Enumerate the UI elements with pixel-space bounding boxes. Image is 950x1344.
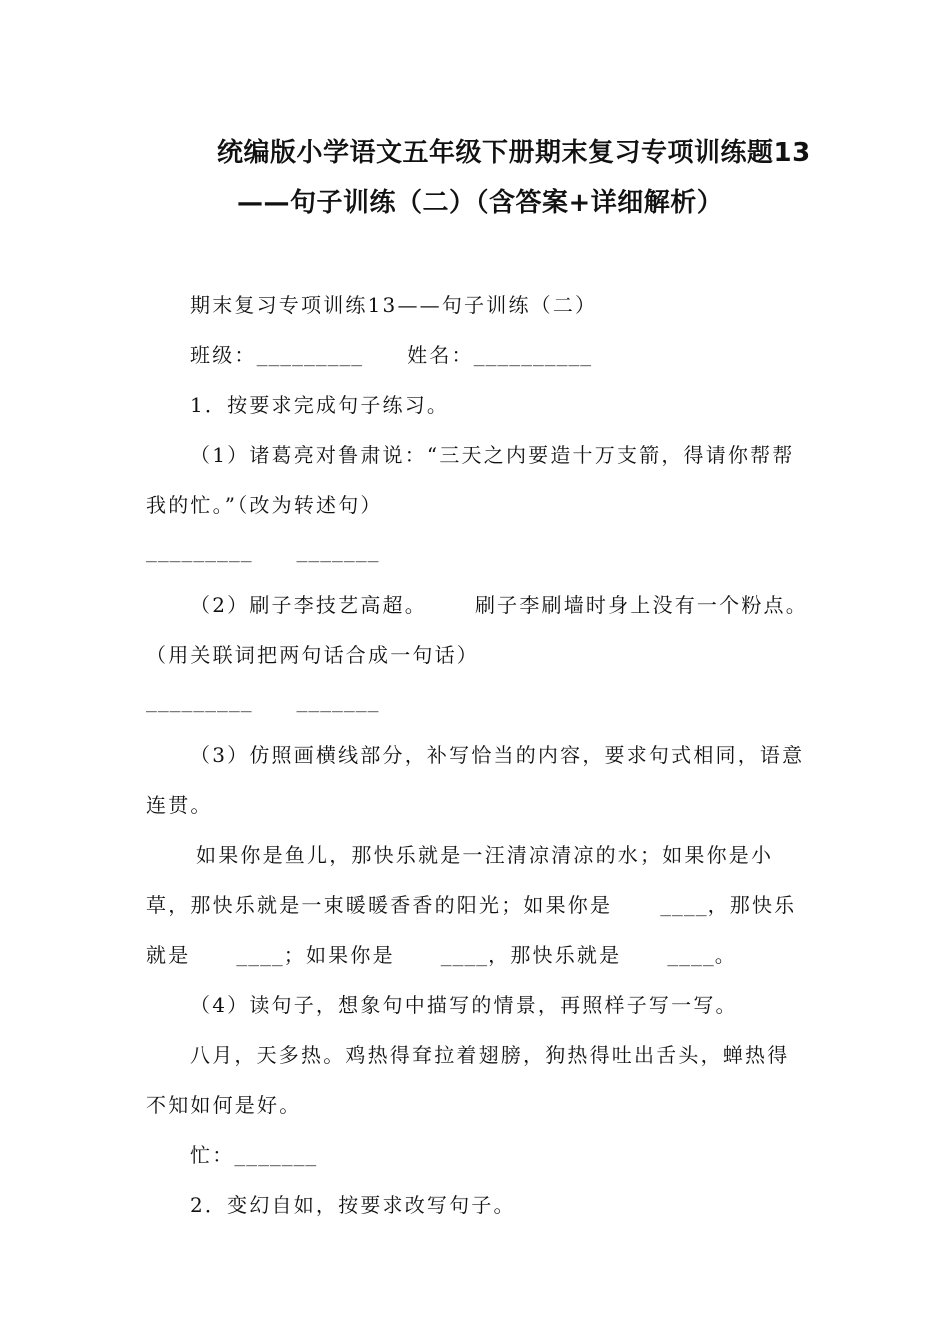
class-blank: _________ (256, 346, 364, 367)
document-title-line2: ——句子训练（二）（含答案+详细解析） (237, 188, 724, 218)
example-text: 。 (714, 943, 737, 967)
example-text: 草，那快乐就是一束暖暖香香的阳光；如果你是 (146, 893, 613, 917)
q1-part4-example-line1: 八月，天多热。鸡热得耷拉着翅膀，狗热得吐出舌头，蝉热得 (190, 1043, 790, 1067)
q1-part2-sentence-a: （2）刷子李技艺高超。 (190, 593, 427, 617)
q1-part4-line1: （4）读句子，想象句中描写的情景，再照样子写一写。 (190, 993, 738, 1017)
answer-blank: _______ (234, 1146, 318, 1167)
q1-part3-example-line1: 如果你是鱼儿，那快乐就是一汪清凉清凉的水；如果你是小 (196, 843, 774, 867)
answer-blank: _______ (296, 542, 380, 563)
busy-label: 忙： (190, 1143, 235, 1167)
example-text: ；如果你是 (283, 943, 395, 967)
q1-part1-answer-row (146, 539, 808, 563)
class-name-row (190, 339, 852, 368)
q1-part3-line1: （3）仿照画横线部分，补写恰当的内容，要求句式相同，语意 (190, 743, 805, 767)
q1-part2-sentence-b: 刷子李刷墙时身上没有一个粉点。 (474, 593, 808, 617)
answer-blank: _______ (296, 692, 380, 713)
q1-part2-answer-row (146, 689, 808, 713)
fill-blank: ____ (236, 946, 284, 967)
q1-part2-line1 (190, 589, 852, 618)
answer-blank: _________ (146, 542, 253, 563)
fill-blank: ____ (667, 946, 715, 967)
section-heading: 期末复习专项训练13——句子训练（二） (190, 293, 598, 317)
q1-part1-line1: （1）诸葛亮对鲁肃说：“三天之内要造十万支箭，得请你帮帮 (190, 443, 795, 467)
question-1-label: 1．按要求完成句子练习。 (190, 393, 450, 417)
q1-part1-line2: 我的忙。”（改为转述句） (146, 493, 383, 517)
class-label: 班级： (190, 343, 257, 367)
q1-part3-line2: 连贯。 (146, 793, 213, 817)
document-title-line1: 统编版小学语文五年级下册期末复习专项训练题13 (217, 138, 811, 168)
q1-part3-example-line2 (146, 889, 808, 918)
q1-part2-line2: （用关联词把两句话合成一句话） (146, 643, 479, 667)
answer-blank: _________ (146, 692, 253, 713)
example-text: ，那快乐 (707, 893, 797, 917)
fill-blank: ____ (440, 946, 489, 967)
example-text: ，那快乐就是 (488, 943, 622, 967)
q1-part4-example-line2: 不知如何是好。 (146, 1093, 302, 1117)
name-label: 姓名： (407, 343, 474, 367)
q1-part3-example-line3 (146, 939, 808, 968)
fill-blank: ____ (660, 896, 708, 917)
q1-part4-busy-row (190, 1139, 852, 1168)
example-text: 就是 (146, 943, 191, 967)
question-2-label: 2．变幻自如，按要求改写句子。 (190, 1193, 516, 1217)
name-blank: __________ (473, 346, 593, 367)
